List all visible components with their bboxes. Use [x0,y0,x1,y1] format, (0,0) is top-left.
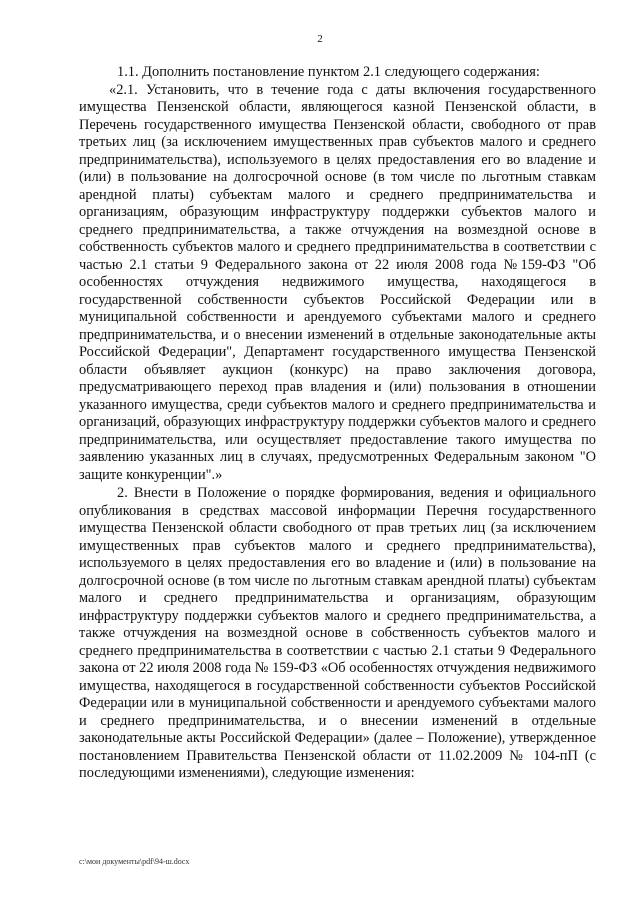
clause-1-1-paragraph: 1.1. Дополнить постановление пунктом 2.1 следующего содержания: [117,64,540,80]
document-body [79,64,596,783]
footer-file-path: c:\мои документы\pdf\94-ш.docx [79,857,190,866]
page-number: 2 [317,33,323,45]
clause-2-paragraph: 2. Внести в Положение о порядке формирования, ведения и официального опубликования в средствах массовой информации Перечня государственного имущества Пензенской области свободного от прав третьих лиц (за исключением имущественных прав субъектов малого и среднего предпринимательства), используемого в целях предоставления его во владение и (или) в пользование на долгосрочной основе (в том числе по льготным ставкам арендной платы) субъектам малого и среднего предпринимательства и организациям, образующим инфраструктуру поддержки субъектов малого и среднего предпринимательства, а также отчуждения на возмездной основе в собственность субъектов малого и среднего предпринимательства в соответствии с частью 2.1 статьи 9 Федерального закона от 22 июля 2008 года № 159-ФЗ «Об особенностях отчуждения недвижимого имущества, находящегося в государственной собственности субъектов Российской Федерации или в муниципальной собственности и арендуемого субъектами малого и среднего предпринимательства, и о внесении изменений в отдельные законодательные акты Российской Федерации» (далее – Положение), утвержденное постановлением Правительства Пензенской области от 11.02.2009 № 104-пП (с последующими изменениями), следующие изменения: [79,485,596,781]
clause-2-1-paragraph: «2.1. Установить, что в течение года с даты включения государственного имущества Пензенской области, являющегося казной Пензенской области, в Перечень государственного имущества Пензенской области, свободного от прав третьих лиц (за исключением имущественных прав субъектов малого и среднего предпринимательства), используемого в целях предоставления его во владение и (или) в пользование на долгосрочной основе (в том числе по льготным ставкам арендной платы) субъектам малого и среднего предпринимательства и организациям, образующим инфраструктуру поддержки субъектов малого и среднего предпринимательства, а также отчуждения на возмездной основе в собственность субъектов малого и среднего предпринимательства в соответствии с частью 2.1 статьи 9 Федерального закона от 22 июля 2008 года №159-ФЗ "Об особенностях отчуждения недвижимого имущества, находящегося в государственной собственности субъектов Российской Федерации или в муниципальной собственности и арендуемого субъектами малого и среднего предпринимательства, и о внесении изменений в отдельные законодательные акты Российской Федерации", Департамент государственного имущества Пензенской области объявляет аукцион (конкурс) на право заключения договора, предусматривающего переход прав владения и (или) пользования в отношении указанного имущества, среди субъектов малого и среднего предпринимательства и организаций, образующих инфраструктуру поддержки субъектов малого и среднего предпринимательства, или осуществляет предоставление такого имущества по заявлению указанных лиц в случаях, предусмотренных Федеральным законом "О защите конкуренции".» [79,81,596,483]
